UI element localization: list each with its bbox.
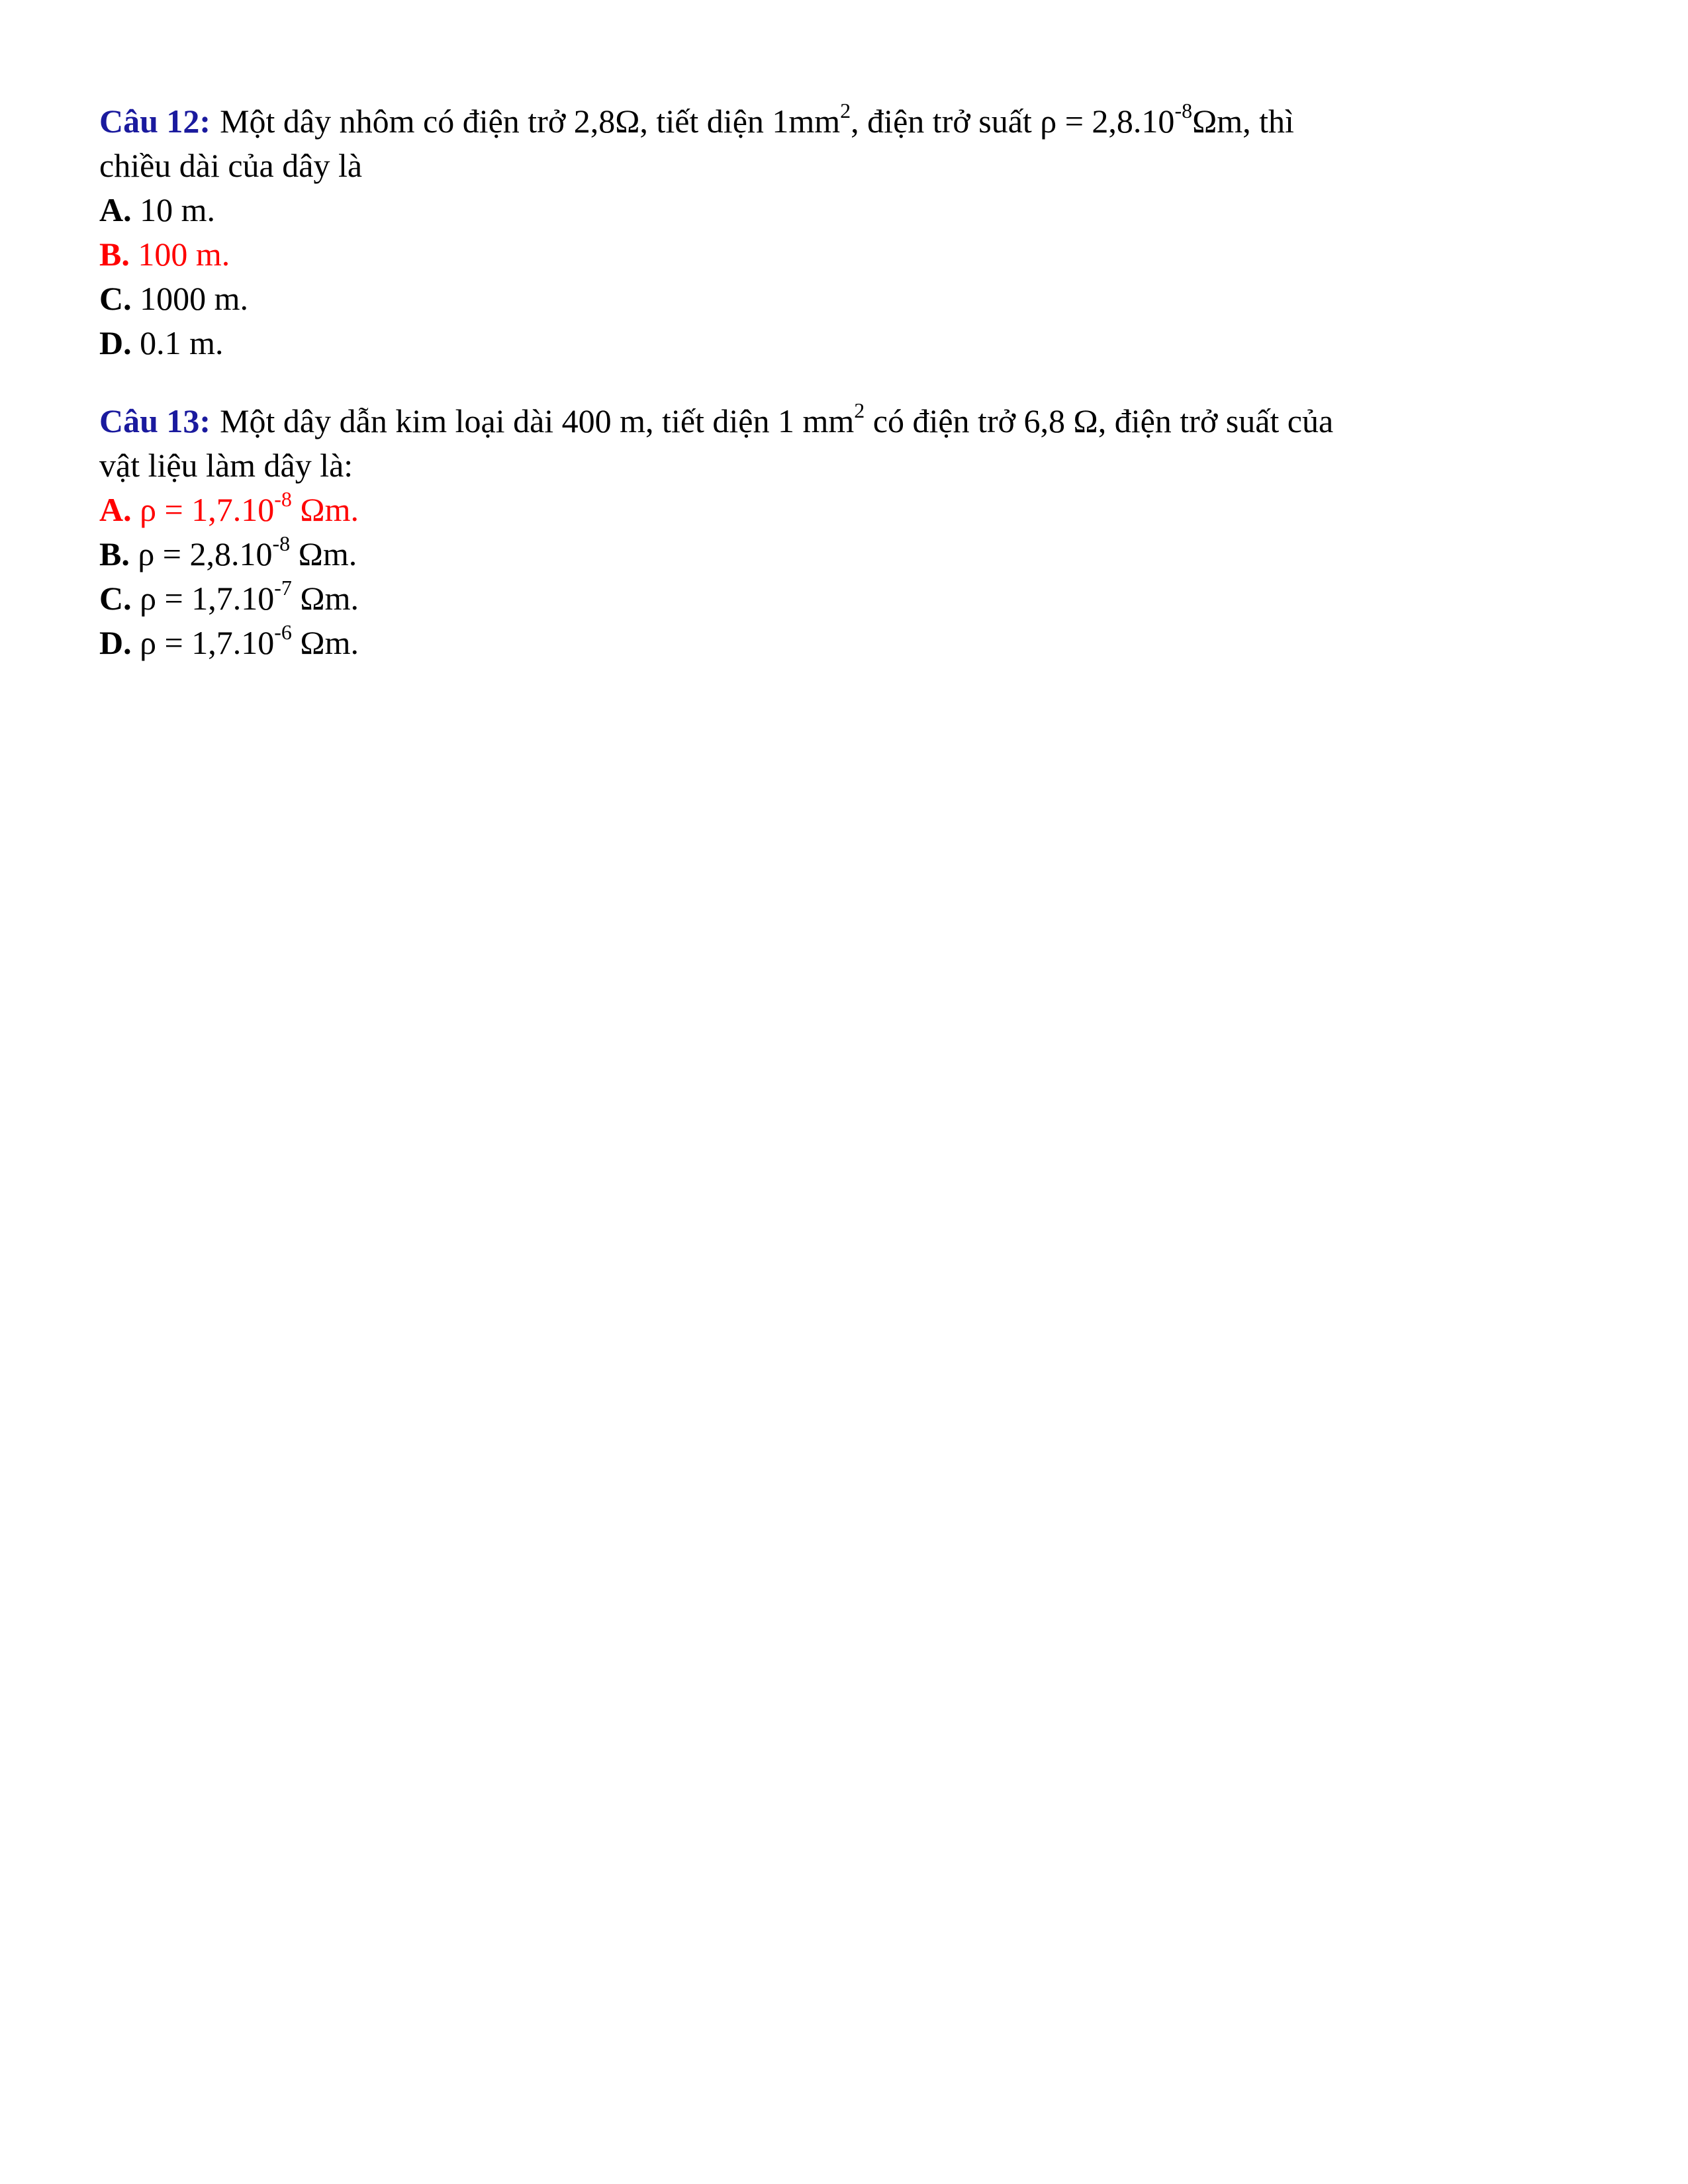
question-13 — [99, 399, 1589, 665]
superscript: 2 — [840, 99, 851, 123]
question-stem-text: Một dây dẫn kim loại dài 400 m, tiết diện 1 mm — [220, 402, 855, 439]
answer-option-b — [99, 532, 1589, 576]
question-stem-line: vật liệu làm dây là: — [99, 447, 353, 484]
answer-option-c — [99, 576, 1589, 621]
question-stem-line — [99, 399, 1589, 443]
option-text: 100 m. — [129, 236, 230, 273]
option-letter: C. — [99, 280, 132, 317]
superscript: -7 — [274, 576, 292, 600]
superscript: -8 — [274, 487, 292, 512]
question-stem-text: Một dây nhôm có điện trở 2,8Ω, tiết diện 1mm — [220, 103, 841, 140]
option-text: ρ = 1,7.10 — [131, 580, 275, 617]
question-number: Câu 13: — [99, 402, 211, 439]
option-text: ρ = 2,8.10 — [129, 535, 273, 572]
option-unit: Ωm. — [291, 491, 359, 528]
question-stem-line — [99, 99, 1589, 144]
answer-option-d — [99, 621, 1589, 665]
answer-option-a-correct — [99, 488, 1589, 532]
option-text: ρ = 1,7.10 — [131, 491, 275, 528]
option-text: 0.1 m. — [131, 324, 224, 361]
option-text: ρ = 1,7.10 — [131, 624, 275, 661]
option-letter: A. — [99, 191, 132, 228]
option-letter: B. — [99, 535, 130, 572]
question-stem-text: có điện trở 6,8 Ω, điện trở suất của — [865, 402, 1334, 439]
document-page — [99, 99, 1589, 699]
superscript: 2 — [854, 398, 865, 423]
option-unit: Ωm. — [290, 535, 357, 572]
superscript: -8 — [1174, 99, 1193, 123]
option-text: 10 m. — [131, 191, 216, 228]
question-stem-line: chiều dài của dây là — [99, 147, 363, 184]
option-letter: C. — [99, 580, 132, 617]
answer-option-a — [99, 188, 1589, 232]
answer-option-c — [99, 277, 1589, 321]
question-stem-text: , điện trở suất ρ = 2,8.10 — [851, 103, 1175, 140]
option-letter: A. — [99, 491, 132, 528]
superscript: -6 — [274, 620, 292, 645]
option-letter: D. — [99, 624, 132, 661]
question-stem-text: Ωm, thì — [1192, 103, 1294, 140]
option-text: 1000 m. — [131, 280, 249, 317]
option-letter: D. — [99, 324, 132, 361]
question-12 — [99, 99, 1589, 365]
option-unit: Ωm. — [291, 624, 359, 661]
option-unit: Ωm. — [291, 580, 359, 617]
answer-option-b-correct — [99, 232, 1589, 277]
question-number: Câu 12: — [99, 103, 211, 140]
answer-option-d — [99, 321, 1589, 365]
option-letter: B. — [99, 236, 130, 273]
superscript: -8 — [272, 531, 291, 556]
